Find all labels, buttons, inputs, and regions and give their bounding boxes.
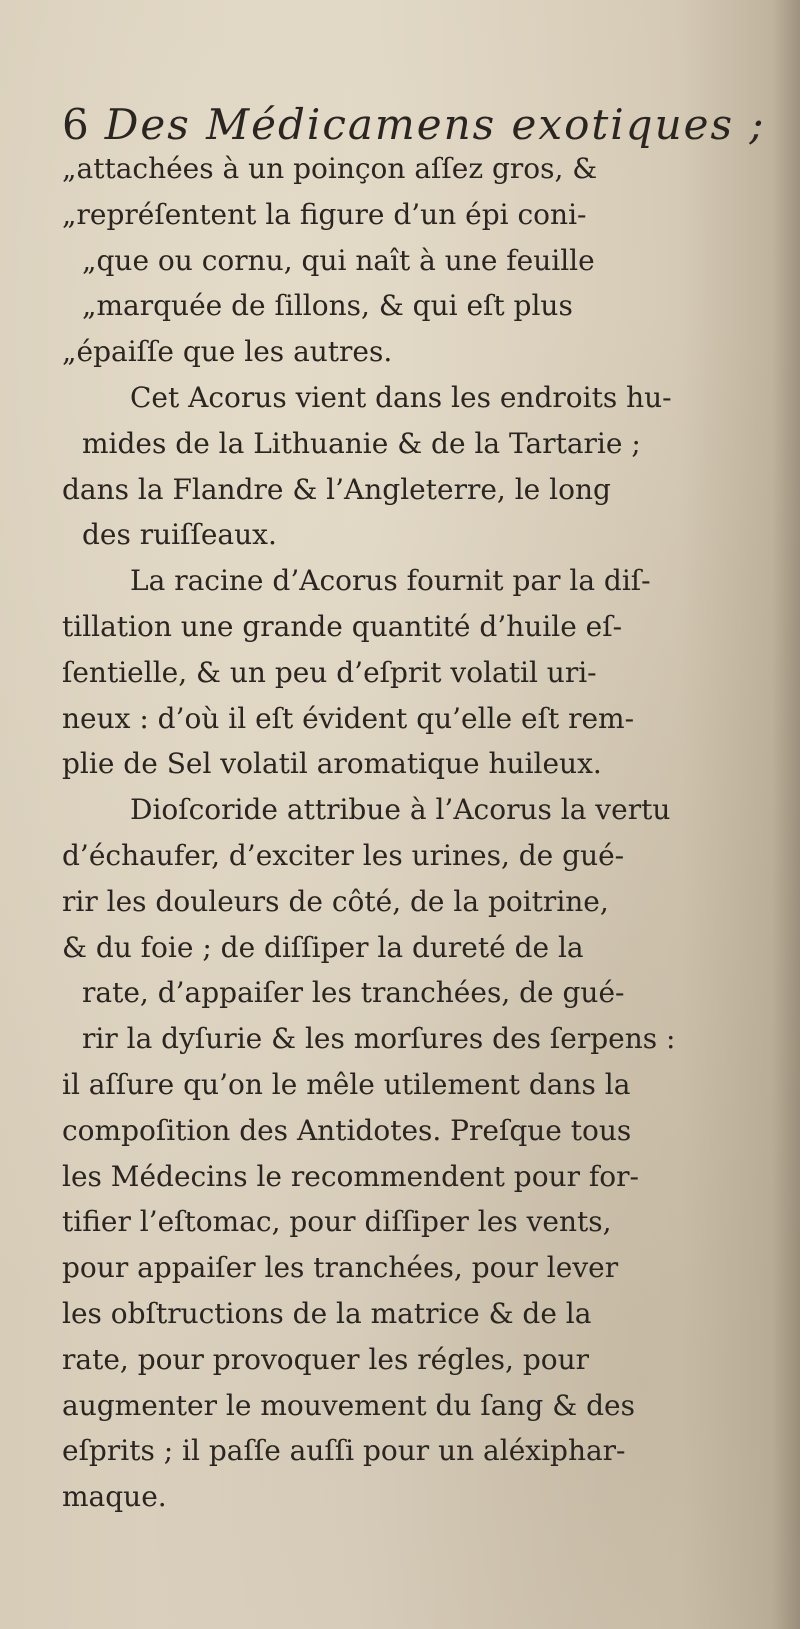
- text-line: augmenter le mouvement du ſang & des: [62, 1388, 635, 1422]
- text-line: ſentielle, & un peu d’eſprit volatil uri-: [62, 655, 597, 689]
- text-line: „attachées à un poinçon aſſez gros, &: [62, 152, 598, 185]
- text-line: les Médecins le recommendent pour for-: [62, 1159, 639, 1193]
- text-line: „que ou cornu, qui naît à une feuille: [82, 243, 595, 277]
- text-line: „repréſentent la figure d’un épi coni-: [62, 197, 587, 231]
- text-line: La racine d’Acorus fournit par la diſ-: [130, 564, 651, 598]
- page-edge-shadow: [772, 0, 800, 1629]
- text-line: tifier l’eſtomac, pour diſſiper les vents,: [62, 1205, 612, 1239]
- text-line: des ruiſſeaux.: [82, 518, 277, 552]
- text-line: rate, d’appaiſer les tranchées, de gué-: [82, 976, 625, 1010]
- text-line: dans la Flandre & l’Angleterre, le long: [62, 472, 611, 506]
- text-line: mides de la Lithuanie & de la Tartarie ;: [82, 426, 641, 460]
- text-line: eſprits ; il paſſe auſſi pour un aléxiphar-: [62, 1434, 626, 1468]
- body-text: [62, 146, 772, 1520]
- text-line: maque.: [62, 1480, 167, 1514]
- text-line: plie de Sel volatil aromatique huileux.: [62, 747, 602, 781]
- text-line: tillation une grande quantité d’huile eſ-: [62, 609, 623, 643]
- text-line: neux : d’où il eſt évident qu’elle eſt rem-: [62, 701, 635, 735]
- text-line: compoſition des Antidotes. Preſque tous: [62, 1113, 632, 1147]
- text-line: rate, pour provoquer les régles, pour: [62, 1342, 590, 1376]
- running-title: Des Médicamens exotiques ;: [104, 100, 766, 149]
- text-line: pour appaiſer les tranchées, pour lever: [62, 1251, 619, 1285]
- running-header: [62, 100, 766, 149]
- text-line: „épaiſſe que les autres.: [62, 335, 393, 369]
- text-line: rir les douleurs de côté, de la poitrine,: [62, 884, 609, 918]
- text-line: rir la dyſurie & les morſures des ſerpens :: [82, 1022, 676, 1056]
- text-line: les obſtructions de la matrice & de la: [62, 1296, 592, 1330]
- text-line: Dioſcoride attribue à l’Acorus la vertu: [130, 793, 671, 827]
- text-line: „marquée de ſillons, & qui eſt plus: [82, 289, 573, 323]
- text-line: Cet Acorus vient dans les endroits hu-: [130, 380, 672, 414]
- text-line: d’échaufer, d’exciter les urines, de gué-: [62, 838, 625, 872]
- text-line: & du foie ; de diſſiper la dureté de la: [62, 930, 584, 964]
- text-line: il aſſure qu’on le mêle utilement dans la: [62, 1067, 631, 1101]
- page-number: 6: [62, 100, 91, 149]
